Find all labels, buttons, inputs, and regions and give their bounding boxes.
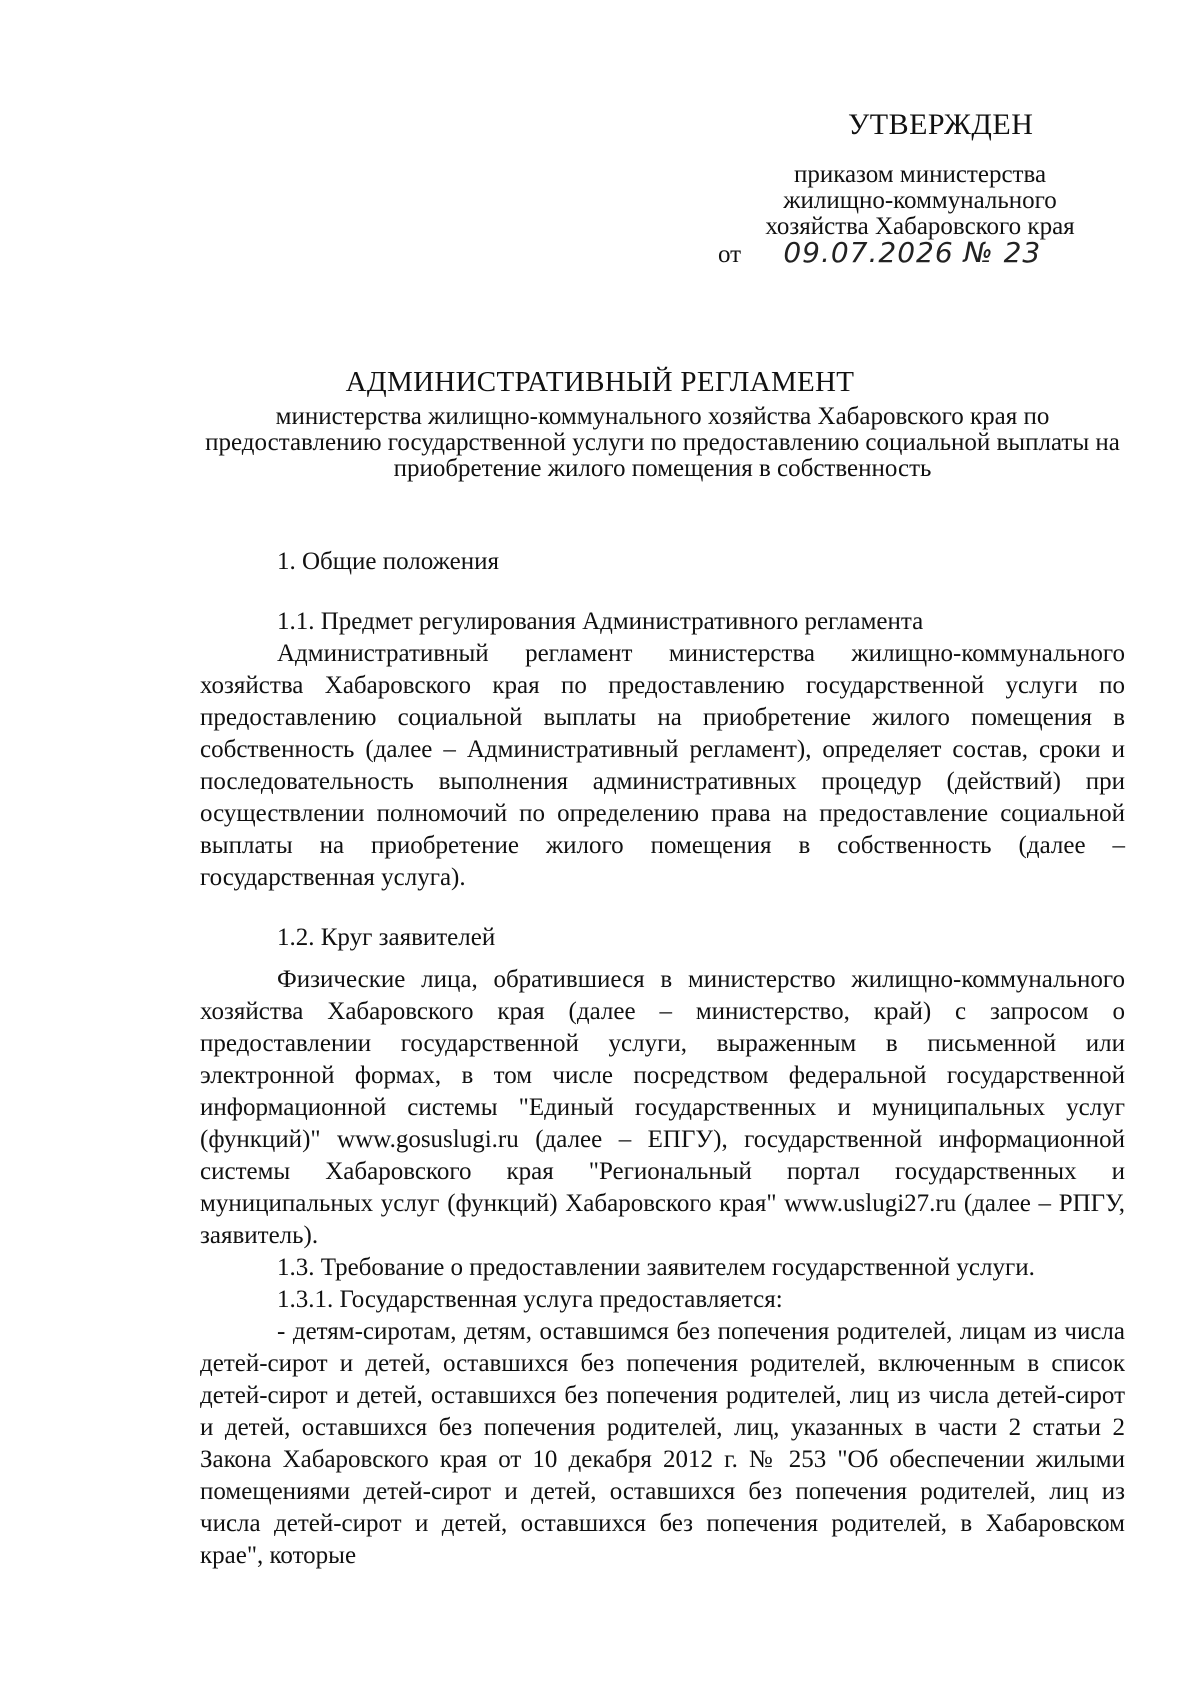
approval-heading: УТВЕРЖДЕН <box>848 108 1034 141</box>
section-1-2-paragraph: Физические лица, обратившиеся в министерство жилищно-коммунального хозяйства Хабаровского края (далее – министерство, край) с запросом о предоставлении государственной услуги, выраженным в письменной или электронной формах, в том числе посредством федеральной государственной информационной системы "Единый государственных и муниципальных услуг (функций)" www.gosuslugi.ru (далее – ЕПГУ), государственной информационной системы Хабаровского края "Региональный портал государственных и муниципальных услуг (функций) Хабаровского края" www.uslugi27.ru (далее – РПГУ, заявитель). <box>200 966 1125 1249</box>
section-1-3-heading: 1.3. Требование о предоставлении заявителем государственной услуги. <box>277 1254 1035 1281</box>
spacer <box>200 954 1125 964</box>
section-1-1-heading: 1.1. Предмет регулирования Административного регламента <box>277 608 924 635</box>
spacer <box>200 578 1125 606</box>
approval-from-label: от <box>718 241 742 268</box>
section-1-3-1-heading: 1.3.1. Государственная услуга предоставляется: <box>277 1286 783 1313</box>
approval-line-2: жилищно-коммунального <box>783 187 1057 214</box>
document-body <box>200 546 1125 1572</box>
approval-line-1: приказом министерства <box>793 161 1047 188</box>
spacer <box>200 894 1125 922</box>
section-1-heading: 1. Общие положения <box>277 548 499 575</box>
approval-block <box>720 108 1140 240</box>
approval-line-3: хозяйства Хабаровского края <box>765 213 1075 240</box>
section-1-2-heading: 1.2. Круг заявителей <box>277 924 496 951</box>
handwritten-date-number: 09.07.2026 № 23 <box>783 236 1042 269</box>
section-1-1-paragraph: Административный регламент министерства жилищно-коммунального хозяйства Хабаровского края по предоставлению государственной услуги по предоставлению социальной выплаты на приобретение жилого помещения в собственность (далее – Административный регламент), определяет состав, сроки и последовательность выполнения административных процедур (действий) при осуществлении полномочий по определению права на предоставление социальной выплаты на приобретение жилого помещения в собственность (далее – государственная услуга). <box>200 640 1125 891</box>
approval-date-row <box>718 236 1041 269</box>
document-title: АДМИНИСТРАТИВНЫЙ РЕГЛАМЕНТ <box>345 366 855 398</box>
section-1-3-1-paragraph: - детям-сиротам, детям, оставшимся без попечения родителей, лицам из числа детей-сирот и детей, оставшихся без попечения родителей, включенным в список детей-сирот и детей, оставшихся без попечения родителей, лиц из числа детей-сирот и детей, оставшихся без попечения родителей, лиц, указанных в части 2 статьи 2 Закона Хабаровского края от 10 декабря 2012 г. № 253 "Об обеспечении жилыми помещениями детей-сирот и детей, оставшихся без попечения родителей, лиц из числа детей-сирот и детей, оставшихся без попечения родителей, в Хабаровском крае", которые <box>200 1318 1125 1569</box>
document-subtitle: министерства жилищно-коммунального хозяйства Хабаровского края по предоставлению государственной услуги по предоставлению социальной выплаты на приобретение жилого помещения в собственность <box>205 403 1120 482</box>
